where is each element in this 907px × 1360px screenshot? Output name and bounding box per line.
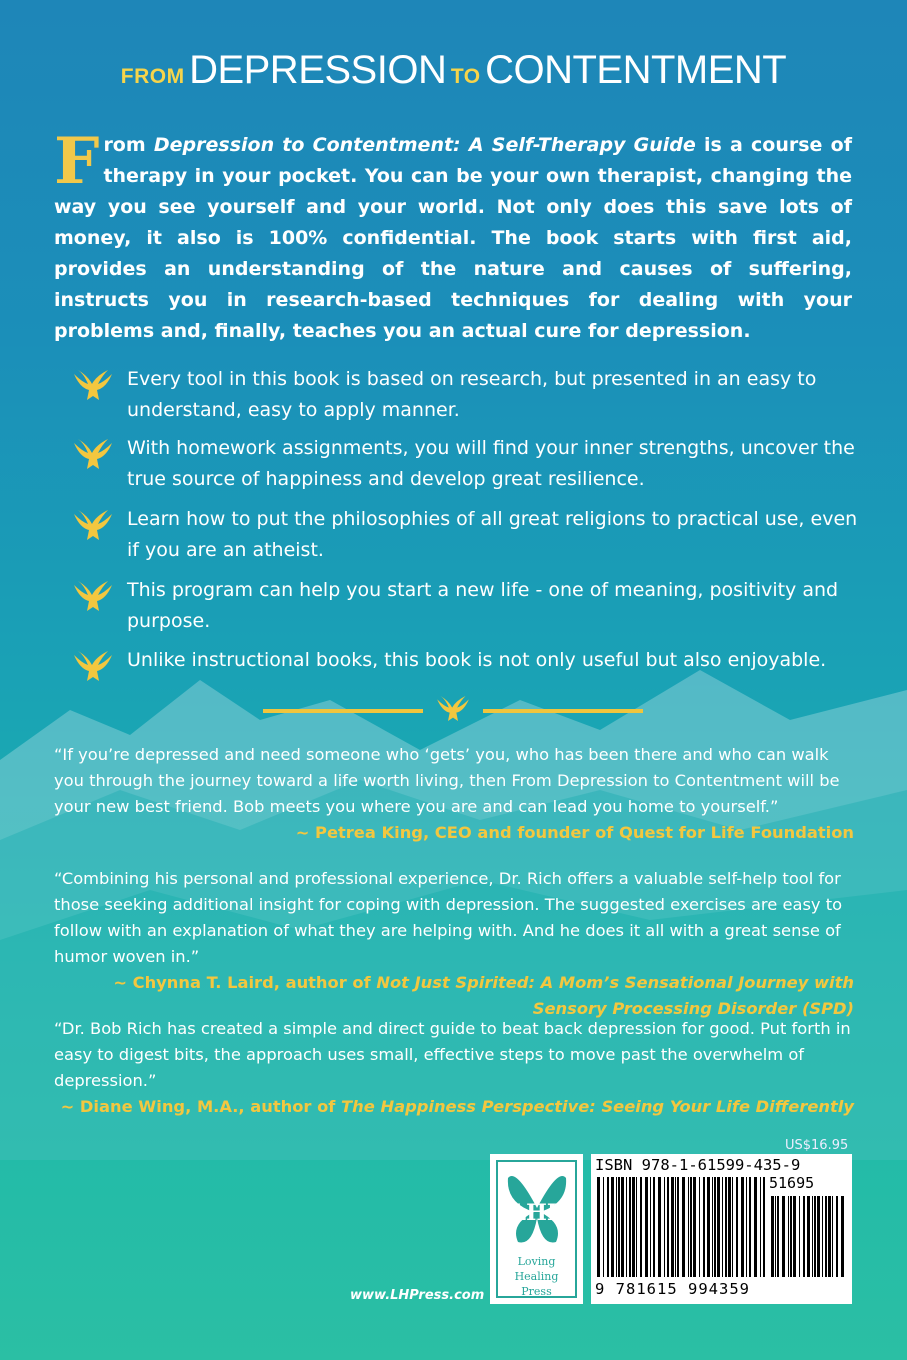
publisher-name: Loving Healing Press: [514, 1255, 559, 1298]
barcode-bar: [841, 1196, 844, 1277]
attribution-work: The Happiness Perspective: Seeing Your Life Differently: [341, 1097, 854, 1116]
testimonial-text: “Combining his personal and professional experience, Dr. Rich offers a valuable self-help tool for those seeking additional insight for coping with depression. The suggested exercises are easy to follow with an explanation of what they are helping with. And he does it all with a great sense of humor woven in.”: [54, 869, 843, 966]
bullet-text: With homework assignments, you will find your inner strengths, uncover the true source of happiness and develop great resilience.: [127, 437, 855, 490]
testimonial: [54, 742, 854, 846]
barcode-bars: [597, 1177, 767, 1277]
bullet-item: [72, 504, 862, 566]
barcode-bar: [760, 1177, 761, 1277]
barcode-bar: [793, 1196, 796, 1277]
barcode-bar: [817, 1196, 820, 1277]
price-code: 51695: [769, 1174, 815, 1192]
barcode-bar: [812, 1196, 813, 1277]
barcode-bar: [607, 1177, 609, 1277]
barcode-bar: [832, 1196, 833, 1277]
barcode-addon-bars: [771, 1196, 845, 1277]
testimonial-attribution: [54, 970, 854, 1022]
isbn-barcode: [591, 1154, 852, 1304]
barcode-bar: [749, 1177, 751, 1277]
barcode-bar: [732, 1177, 733, 1277]
barcode-bar: [671, 1177, 674, 1277]
barcode-bar: [616, 1177, 617, 1277]
barcode-bar: [722, 1177, 723, 1277]
barcode-bar: [636, 1177, 637, 1277]
testimonial: [54, 866, 854, 1022]
barcode-bar: [788, 1196, 789, 1277]
back-cover-title: [0, 48, 907, 93]
barcode-bar: [775, 1196, 776, 1277]
intro-paragraph: [54, 124, 852, 347]
barcode-bar: [603, 1177, 604, 1277]
barcode-bar: [632, 1177, 635, 1277]
publisher-logo: [490, 1154, 583, 1304]
barcode-digits: 9 781615 994359: [595, 1280, 750, 1298]
barcode-bar: [688, 1177, 689, 1277]
attribution-author: ~ Chynna T. Laird, author of: [113, 973, 377, 992]
intro-part-1: rom: [103, 134, 154, 156]
barcode-bar: [717, 1177, 720, 1277]
attribution-work: Not Just Spirited: A Mom’s Sensational Journey with Sensory Processing Disorder (SPD): [376, 973, 854, 1018]
barcode-bar: [699, 1177, 700, 1277]
barcode-bar: [626, 1177, 627, 1277]
bullet-text: Unlike instructional books, this book is not only useful but also enjoyable.: [127, 649, 827, 671]
barcode-bar: [741, 1177, 744, 1277]
barcode-bar: [682, 1177, 685, 1277]
testimonial-attribution: ~ Petrea King, CEO and founder of Quest for Life Foundation: [295, 823, 854, 842]
barcode-bar: [771, 1196, 774, 1277]
barcode-bar: [621, 1177, 624, 1277]
title-to: TO: [450, 65, 481, 88]
bullet-text: This program can help you start a new life - one of meaning, positivity and purpose.: [127, 579, 839, 632]
barcode-bar: [650, 1177, 651, 1277]
bullet-item: [72, 575, 862, 637]
barcode-bar: [640, 1177, 642, 1277]
bullet-text: Every tool in this book is based on research, but presented in an easy to understand, easy to apply manner.: [127, 368, 817, 421]
barcode-bar: [703, 1177, 705, 1277]
eagle-icon: [72, 370, 114, 406]
barcode-bar: [693, 1177, 696, 1277]
barcode-bar: [707, 1177, 710, 1277]
barcode-bar: [667, 1177, 669, 1277]
publisher-website: www.LHPress.com: [350, 1288, 485, 1303]
barcode-bar: [746, 1177, 747, 1277]
barcode-bar: [790, 1196, 792, 1277]
barcode-bar: [754, 1177, 757, 1277]
divider-line: [263, 709, 423, 713]
logo-frame: [496, 1160, 577, 1298]
bullet-item: [72, 645, 862, 676]
bullet-text: Learn how to put the philosophies of all great religions to practical use, even if you are an atheist.: [127, 508, 858, 561]
eagle-icon: [72, 581, 114, 617]
eagle-icon: [435, 696, 471, 726]
barcode-bar: [763, 1177, 765, 1277]
barcode-bar: [618, 1177, 620, 1277]
testimonial: [54, 1016, 854, 1120]
barcode-bar: [836, 1196, 838, 1277]
barcode-bar: [803, 1196, 805, 1277]
isbn-text: ISBN 978-1-61599-435-9: [595, 1156, 801, 1174]
barcode-bar: [799, 1196, 800, 1277]
eagle-icon: [72, 510, 114, 546]
barcode-bar: [807, 1196, 810, 1277]
title-from: FROM: [120, 65, 185, 88]
barcode-bar: [825, 1196, 827, 1277]
title-contentment: CONTENTMENT: [485, 48, 787, 92]
barcode-bar: [629, 1177, 631, 1277]
barcode-bar: [664, 1177, 665, 1277]
attribution-author: ~ Diane Wing, M.A., author of: [60, 1097, 342, 1116]
barcode-bar: [777, 1196, 779, 1277]
barcode-bar: [822, 1196, 823, 1277]
barcode-bar: [677, 1177, 679, 1277]
title-depression: DEPRESSION: [189, 48, 447, 92]
intro-part-2: is a course of therapy in your pocket. You can be your own therapist, changing the way you see yourself and your world. Not only does this save lots of money, it also is 100% confidential. The book starts with first aid, provides an understanding of the nature and causes of suffering, instructs you in research-based techniques for dealing with your problems and, finally, teaches you an actual cure for depression.: [54, 134, 852, 342]
barcode-bar: [645, 1177, 648, 1277]
barcode-bar: [597, 1177, 600, 1277]
logo-letters: LHP: [510, 1200, 564, 1226]
barcode-bar: [782, 1196, 785, 1277]
barcode-bar: [690, 1177, 692, 1277]
testimonial-text: “If you’re depressed and need someone who ‘gets’ you, who has been there and who can walk you through the journey toward a life worth living, then From Depression to Contentment will be your new best friend. Bob meets you where you are and can lead you home to yourself.”: [54, 745, 840, 816]
divider-line: [483, 709, 643, 713]
testimonial-text: “Dr. Bob Rich has created a simple and direct guide to beat back depression for good. Put forth in easy to digest bits, the approach uses small, effective steps to move past the overwhelm of depression.”: [54, 1019, 851, 1090]
barcode-bar: [814, 1196, 816, 1277]
barcode-bar: [714, 1177, 716, 1277]
section-divider: [263, 696, 643, 726]
barcode-bar: [725, 1177, 727, 1277]
price-label: US$16.95: [785, 1138, 849, 1153]
bullet-item: [72, 433, 862, 495]
intro-book-title: Depression to Contentment: A Self-Therapy Guide: [153, 134, 696, 156]
eagle-icon: [72, 651, 114, 687]
bullet-item: [72, 364, 862, 426]
barcode-bar: [728, 1177, 731, 1277]
barcode-bar: [653, 1177, 655, 1277]
drop-cap: F: [54, 124, 100, 199]
butterfly-icon: [506, 1168, 568, 1248]
testimonial-attribution: [54, 1094, 854, 1120]
barcode-bar: [658, 1177, 661, 1277]
barcode-bar: [611, 1177, 614, 1277]
barcode-bar: [675, 1177, 676, 1277]
barcode-bar: [736, 1177, 738, 1277]
eagle-icon: [72, 439, 114, 475]
barcode-bar: [712, 1177, 713, 1277]
barcode-bar: [828, 1196, 831, 1277]
